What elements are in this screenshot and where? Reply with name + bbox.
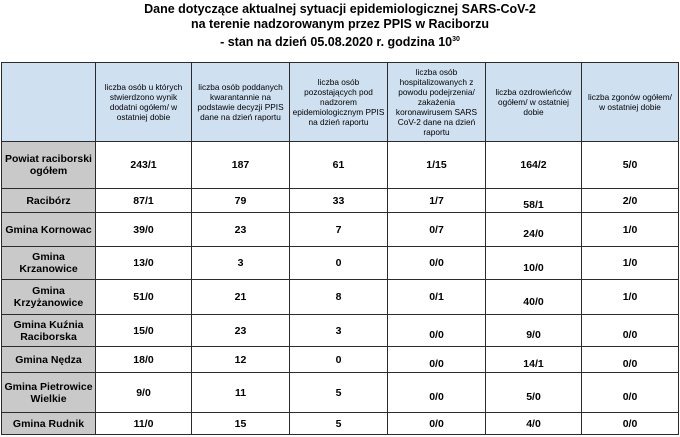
row-label: Gmina Kuźnia Raciborska (2, 315, 96, 347)
cell-deaths: 2/0 (582, 189, 679, 213)
cell-supervision: 33 (290, 189, 388, 213)
cell-recovered: 10/0 (486, 247, 582, 280)
report-title (0, 2, 680, 50)
cell-deaths: 0/0 (582, 315, 679, 347)
cell-quarantine: 3 (192, 247, 290, 280)
cell-hospitalized: 0/0 (388, 315, 486, 347)
cell-quarantine: 79 (192, 189, 290, 213)
header-deaths: liczba zgonów ogółem/ w ostatniej dobie (582, 63, 679, 142)
cell-hospitalized: 0/0 (388, 347, 486, 373)
row-label: Racibórz (2, 189, 96, 213)
cell-deaths: 1/0 (582, 247, 679, 280)
row-label: Gmina Krzanowice (2, 247, 96, 280)
cell-positive: 13/0 (96, 247, 192, 280)
cell-recovered: 4/0 (486, 413, 582, 435)
header-positive-cases: liczba osób u których stwierdzono wynik dodatni ogółem/ w ostatniej dobie (96, 63, 192, 142)
cell-supervision: 5 (290, 413, 388, 435)
title-time-minutes: 30 (452, 36, 460, 43)
header-quarantine: liczba osób poddanych kwarantannie na podstawie decyzji PPIS dane na dzień raportu (192, 63, 290, 142)
cell-hospitalized: 0/0 (388, 247, 486, 280)
cell-supervision: 0 (290, 347, 388, 373)
table-row (2, 280, 679, 315)
cell-quarantine: 15 (192, 413, 290, 435)
cell-deaths: 5/0 (582, 142, 679, 189)
table-row (2, 247, 679, 280)
cell-recovered: 58/1 (486, 189, 582, 213)
table-row (2, 413, 679, 435)
cell-quarantine: 11 (192, 373, 290, 413)
cell-positive: 51/0 (96, 280, 192, 315)
cell-positive: 15/0 (96, 315, 192, 347)
cell-deaths: 1/0 (582, 213, 679, 247)
cell-hospitalized: 0/1 (388, 280, 486, 315)
header-hospitalized: liczba osób hospitalizowanych z powodu podejrzenia/ zakażenia koronawirusem SARS CoV-2 dane na dzień raportu (388, 63, 486, 142)
cell-positive: 18/0 (96, 347, 192, 373)
header-supervision: liczba osób pozostających pod nadzorem epidemiologicznym PPIS na dzień raportu (290, 63, 388, 142)
title-line-2: na terenie nadzorowanym przez PPIS w Raciborzu (191, 17, 489, 31)
title-line-1: Dane dotyczące aktualnej sytuacji epidemiologicznej SARS-CoV-2 (144, 2, 536, 16)
table-row (2, 142, 679, 189)
row-label: Gmina Pietrowice Wielkie (2, 373, 96, 413)
cell-deaths: 1/0 (582, 280, 679, 315)
cell-recovered: 40/0 (486, 280, 582, 315)
cell-hospitalized: 0/0 (388, 413, 486, 435)
cell-hospitalized: 1/7 (388, 189, 486, 213)
row-label: Gmina Nędza (2, 347, 96, 373)
row-label: Powiat raciborski ogółem (2, 142, 96, 189)
cell-supervision: 0 (290, 247, 388, 280)
cell-quarantine: 187 (192, 142, 290, 189)
cell-supervision: 5 (290, 373, 388, 413)
cell-quarantine: 12 (192, 347, 290, 373)
cell-quarantine: 23 (192, 315, 290, 347)
cell-hospitalized: 0/7 (388, 213, 486, 247)
row-label: Gmina Kornowac (2, 213, 96, 247)
cell-recovered: 24/0 (486, 213, 582, 247)
title-line-3 (0, 32, 680, 50)
header-corner (2, 63, 96, 142)
cell-recovered: 5/0 (486, 373, 582, 413)
cell-recovered: 164/2 (486, 142, 582, 189)
cell-recovered: 9/0 (486, 315, 582, 347)
cell-positive: 39/0 (96, 213, 192, 247)
header-recovered: liczba ozdrowieńców ogółem/ w ostatniej dobie (486, 63, 582, 142)
table-header-row (2, 63, 679, 142)
cell-deaths: 0/0 (582, 413, 679, 435)
cell-supervision: 61 (290, 142, 388, 189)
row-label: Gmina Rudnik (2, 413, 96, 435)
cell-deaths: 0/0 (582, 347, 679, 373)
table-row (2, 213, 679, 247)
table-row (2, 347, 679, 373)
row-label: Gmina Krzyżanowice (2, 280, 96, 315)
cell-recovered: 14/1 (486, 347, 582, 373)
cell-quarantine: 21 (192, 280, 290, 315)
title-line-3-text: - stan na dzień 05.08.2020 r. godzina 10 (220, 35, 453, 49)
cell-deaths: 0/0 (582, 373, 679, 413)
cell-positive: 243/1 (96, 142, 192, 189)
cell-supervision: 3 (290, 315, 388, 347)
cell-quarantine: 23 (192, 213, 290, 247)
cell-positive: 87/1 (96, 189, 192, 213)
cell-positive: 11/0 (96, 413, 192, 435)
cell-hospitalized: 0/0 (388, 373, 486, 413)
cell-positive: 9/0 (96, 373, 192, 413)
cell-supervision: 8 (290, 280, 388, 315)
cell-supervision: 7 (290, 213, 388, 247)
epidemic-data-table (1, 62, 679, 435)
table-row (2, 315, 679, 347)
table-row (2, 189, 679, 213)
cell-hospitalized: 1/15 (388, 142, 486, 189)
table-row (2, 373, 679, 413)
